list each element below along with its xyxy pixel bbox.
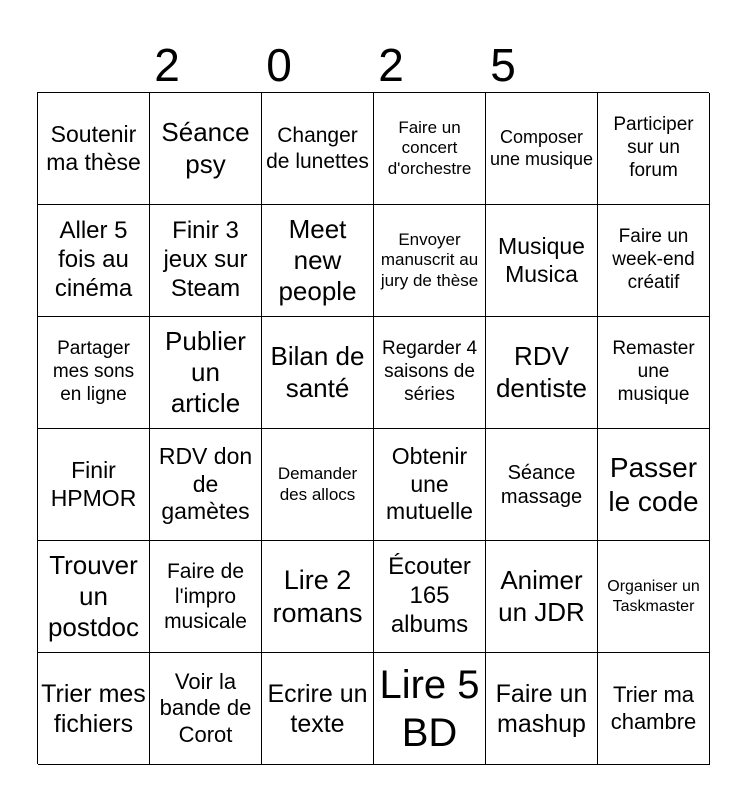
bingo-cell-label: Participer sur un forum	[613, 114, 694, 181]
bingo-cell-label: Séance massage	[500, 461, 583, 508]
bingo-cell[interactable]	[38, 429, 150, 541]
bingo-cell-label: Ecrire un texte	[267, 679, 368, 738]
bingo-cell-label: Bilan de santé	[270, 341, 365, 403]
bingo-cell-label: Aller 5 fois au cinéma	[54, 217, 133, 302]
bingo-cell[interactable]	[374, 317, 486, 429]
bingo-cell[interactable]	[38, 653, 150, 765]
bingo-cell[interactable]	[598, 429, 710, 541]
bingo-cell-label: Séance psy	[161, 117, 250, 179]
bingo-cell-label: Lire 2 romans	[272, 565, 363, 628]
bingo-cell[interactable]	[486, 205, 598, 317]
bingo-cell[interactable]	[374, 653, 486, 765]
bingo-cell[interactable]	[150, 541, 262, 653]
bingo-cell-label: Faire de l'impro musicale	[164, 559, 247, 634]
bingo-cell-label: Obtenir une mutuelle	[386, 443, 473, 525]
bingo-cell-label: Remaster une musique	[612, 338, 695, 405]
bingo-cell[interactable]	[374, 93, 486, 205]
bingo-cell[interactable]	[150, 93, 262, 205]
bingo-cell-label: Envoyer manuscrit au jury de thèse	[380, 229, 479, 290]
bingo-cell[interactable]	[38, 317, 150, 429]
bingo-cell-label: Finir 3 jeux sur Steam	[163, 217, 248, 302]
bingo-cell-label: Partager mes sons en ligne	[52, 338, 135, 405]
bingo-cell-label: Trouver un postdoc	[47, 549, 140, 643]
bingo-cell-label: Trier ma chambre	[610, 682, 697, 734]
bingo-cell-label: Faire un week-end créatif	[612, 226, 695, 293]
bingo-cell[interactable]	[262, 93, 374, 205]
bingo-cell[interactable]	[38, 93, 150, 205]
bingo-cell[interactable]	[150, 317, 262, 429]
bingo-cell-label: Soutenir ma thèse	[46, 120, 141, 175]
bingo-cell[interactable]	[598, 653, 710, 765]
bingo-cell[interactable]	[262, 653, 374, 765]
bingo-grid	[37, 92, 709, 764]
bingo-cell[interactable]	[374, 541, 486, 653]
bingo-cell[interactable]	[374, 205, 486, 317]
bingo-cell-label: Changer de lunettes	[266, 124, 369, 173]
bingo-cell[interactable]	[486, 93, 598, 205]
bingo-cell[interactable]	[486, 541, 598, 653]
bingo-cell[interactable]	[262, 205, 374, 317]
bingo-cell[interactable]	[598, 205, 710, 317]
bingo-cell-label: Animer un JDR	[498, 565, 585, 627]
bingo-cell[interactable]	[262, 541, 374, 653]
bingo-cell[interactable]	[598, 541, 710, 653]
bingo-cell-label: Composer une musique	[489, 126, 594, 169]
bingo-cell-label: RDV dentiste	[495, 341, 588, 403]
bingo-cell[interactable]	[598, 317, 710, 429]
bingo-cell[interactable]	[598, 93, 710, 205]
bingo-cell-label: Finir HPMOR	[50, 456, 137, 511]
header-letter: 5	[490, 39, 516, 91]
bingo-cell-label: Faire un concert d'orchestre	[387, 117, 472, 178]
bingo-cell-label: Publier un article	[165, 325, 246, 419]
bingo-cell[interactable]	[150, 429, 262, 541]
bingo-cell-label: Trier mes fichiers	[41, 679, 146, 738]
bingo-cell[interactable]	[486, 653, 598, 765]
bingo-cell[interactable]	[262, 429, 374, 541]
bingo-cell[interactable]	[38, 205, 150, 317]
header-letter: 0	[266, 39, 292, 91]
bingo-cell-label: Regarder 4 saisons de séries	[381, 338, 478, 405]
bingo-cell[interactable]	[150, 205, 262, 317]
bingo-cell-label: RDV don de gamètes	[158, 443, 253, 525]
bingo-cell[interactable]	[486, 317, 598, 429]
bingo-cell[interactable]	[150, 653, 262, 765]
bingo-cell-label: Voir la bande de Corot	[159, 668, 252, 747]
bingo-header	[37, 38, 709, 92]
bingo-cell[interactable]	[38, 541, 150, 653]
bingo-cell[interactable]	[486, 429, 598, 541]
header-letter: 2	[378, 39, 404, 91]
bingo-cell-label: Musique Musica	[498, 232, 585, 287]
bingo-cell[interactable]	[262, 317, 374, 429]
bingo-cell-label: Passer le code	[608, 451, 699, 517]
bingo-cell-label: Demander des allocs	[277, 464, 358, 504]
bingo-cell-label: Écouter 165 albums	[388, 553, 471, 638]
bingo-cell-label: Faire un mashup	[495, 679, 588, 738]
bingo-cell-label: Lire 5 BD	[379, 662, 480, 755]
header-letter: 2	[154, 39, 180, 91]
bingo-cell-label: Meet new people	[278, 213, 357, 307]
bingo-cell-label: Organiser un Taskmaster	[607, 578, 700, 615]
bingo-cell[interactable]	[374, 429, 486, 541]
